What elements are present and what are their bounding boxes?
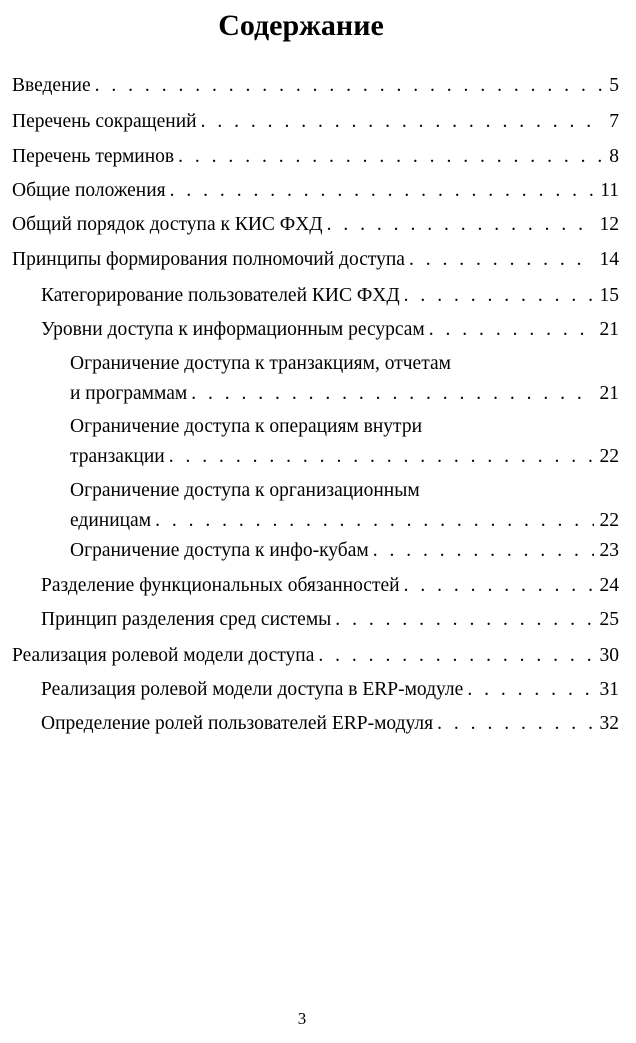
toc-entry-page: 30 xyxy=(599,645,619,666)
toc-entry-page: 8 xyxy=(609,146,619,167)
toc-entry-info-cubes-restriction[interactable] xyxy=(70,536,619,566)
toc-entry-introduction[interactable] xyxy=(12,71,619,101)
toc-entry-title: транзакции xyxy=(70,446,165,467)
toc-entry-title: Принципы формирования полномочий доступа xyxy=(12,249,405,270)
toc-entry-title: и программам xyxy=(70,383,188,404)
dot-leader xyxy=(169,442,594,472)
toc-entry-page: 15 xyxy=(599,285,619,306)
dot-leader xyxy=(404,571,594,601)
toc-entry-org-units-restriction[interactable] xyxy=(70,476,619,536)
dot-leader xyxy=(95,71,604,101)
dot-leader xyxy=(409,245,594,275)
dot-leader xyxy=(318,641,593,671)
toc-entry-environment-separation[interactable] xyxy=(41,605,619,635)
toc-entry-terms[interactable] xyxy=(12,142,619,172)
toc-entry-page: 22 xyxy=(599,510,619,531)
page-number: 3 xyxy=(297,1009,307,1028)
toc-entry-general-provisions[interactable] xyxy=(12,176,619,206)
dot-leader xyxy=(437,709,593,739)
toc-entry-duty-separation[interactable] xyxy=(41,571,619,601)
toc-entry-title: Определение ролей пользователей ERP-модуля xyxy=(41,713,434,734)
dot-leader xyxy=(155,506,593,536)
toc-entry-title: Перечень терминов xyxy=(12,146,175,167)
toc-entry-page: 7 xyxy=(609,111,619,132)
toc-entry-title: Введение xyxy=(12,75,91,96)
dot-leader xyxy=(335,605,593,635)
dot-leader xyxy=(467,675,593,705)
dot-leader xyxy=(429,315,594,345)
toc-entry-title: Общий порядок доступа к КИС ФХД xyxy=(12,214,323,235)
toc-entry-page: 12 xyxy=(599,214,619,235)
toc-entry-title: Реализация ролевой модели доступа в ERP-модуле xyxy=(41,679,464,700)
toc-entry-title: Реализация ролевой модели доступа xyxy=(12,645,315,666)
toc-entry-title: единицам xyxy=(70,510,152,531)
toc-entry-page: 14 xyxy=(599,249,619,270)
toc-entry-page: 22 xyxy=(599,446,619,467)
toc-entry-title: Разделение функциональных обязанностей xyxy=(41,575,400,596)
toc-entry-erp-role-model[interactable] xyxy=(41,675,619,705)
toc-entry-title-first-line: Ограничение доступа к организационным xyxy=(70,480,420,501)
dot-leader xyxy=(178,142,603,172)
dot-leader xyxy=(201,107,604,137)
toc-entry-user-categorization[interactable] xyxy=(41,281,619,311)
toc-entry-page: 11 xyxy=(600,180,619,201)
toc-entry-operations-restriction[interactable] xyxy=(70,412,619,472)
toc-entry-title: Общие положения xyxy=(12,180,166,201)
toc-entry-title: Принцип разделения сред системы xyxy=(41,609,332,630)
dot-leader xyxy=(191,379,593,409)
dot-leader xyxy=(327,210,594,240)
toc-entry-abbreviations[interactable] xyxy=(12,107,619,137)
dot-leader xyxy=(373,536,594,566)
toc-entry-access-principles[interactable] xyxy=(12,245,619,275)
toc-entry-page: 21 xyxy=(599,319,619,340)
toc-entry-access-procedure[interactable] xyxy=(12,210,619,240)
toc-entry-title: Категорирование пользователей КИС ФХД xyxy=(41,285,400,306)
toc-entry-page: 24 xyxy=(599,575,619,596)
toc-entry-page: 23 xyxy=(599,540,619,561)
toc-entry-erp-user-roles[interactable] xyxy=(41,709,619,739)
toc-entry-title: Перечень сокращений xyxy=(12,111,197,132)
toc-entry-page: 5 xyxy=(609,75,619,96)
toc-entry-page: 21 xyxy=(599,383,619,404)
toc-entry-access-levels[interactable] xyxy=(41,315,619,345)
page-title: Содержание xyxy=(218,9,384,42)
toc-entry-transaction-restriction[interactable] xyxy=(70,349,619,409)
toc-entry-title-first-line: Ограничение доступа к транзакциям, отчетам xyxy=(70,353,451,374)
toc-entry-role-model-implementation[interactable] xyxy=(12,641,619,671)
toc-entry-page: 25 xyxy=(599,609,619,630)
dot-leader xyxy=(170,176,595,206)
toc-entry-page: 32 xyxy=(599,713,619,734)
toc-entry-page: 31 xyxy=(599,679,619,700)
toc-entry-title-first-line: Ограничение доступа к операциям внутри xyxy=(70,416,422,437)
toc-entry-title: Ограничение доступа к инфо-кубам xyxy=(70,540,369,561)
dot-leader xyxy=(404,281,594,311)
toc-entry-title: Уровни доступа к информационным ресурсам xyxy=(41,319,425,340)
